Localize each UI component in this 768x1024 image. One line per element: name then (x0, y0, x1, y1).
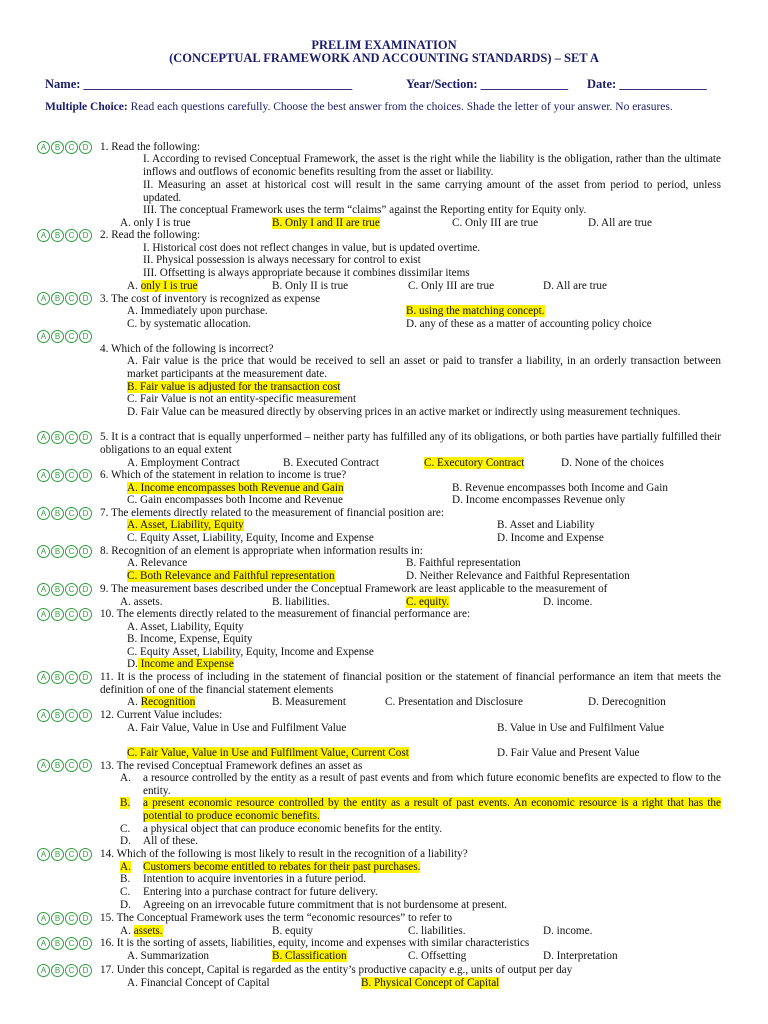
question-4-choice-a: A. Fair value is the price that would be received to sell an asset or paid to transfer a liability, in an orderly transaction between market participants at the measurement date. (127, 355, 721, 380)
question-13-choice-d-letter: D. (120, 835, 131, 847)
bubble-c[interactable]: C (65, 507, 78, 520)
question-13-choice-c-letter: C. (120, 823, 131, 835)
question-5-choice-d: D. None of the choices (561, 457, 664, 469)
question-6-choice-b: B. Revenue encompasses both Income and Gain (452, 482, 668, 494)
bubble-c[interactable]: C (65, 469, 78, 482)
question-7-choice-c: C. Equity Asset, Liability, Equity, Income and Expense (127, 532, 374, 544)
bubble-d[interactable]: D (79, 608, 92, 621)
bubble-a[interactable]: A (37, 141, 50, 154)
answer-bubbles-q7[interactable] (37, 507, 92, 521)
question-16-stem: 16. It is the sorting of assets, liabilities, equity, income and expenses with similar characteristics (100, 937, 530, 949)
bubble-d[interactable]: D (79, 229, 92, 242)
question-1-choice-a: A. only I is true (120, 217, 191, 229)
question-2-stem: 2. Read the following: (100, 229, 201, 241)
question-9-choice-b: B. liabilities. (272, 596, 330, 608)
answer-bubbles-q1[interactable] (37, 141, 92, 155)
bubble-d[interactable]: D (79, 330, 92, 343)
question-8-choice-a: A. Relevance (127, 557, 188, 569)
question-1-stem: 1. Read the following: (100, 141, 201, 153)
question-17-choice-a: A. Financial Concept of Capital (127, 977, 270, 989)
bubble-a[interactable]: A (37, 848, 50, 861)
bubble-c[interactable]: C (65, 709, 78, 722)
choice-text: Income and Expense (137, 658, 234, 670)
bubble-d[interactable]: D (79, 431, 92, 444)
answer-bubbles-q8[interactable] (37, 545, 92, 559)
bubble-c[interactable]: C (65, 848, 78, 861)
question-15-choice-c: C. liabilities. (408, 925, 466, 937)
question-15-choice-d: D. income. (543, 925, 593, 937)
question-10-stem: 10. The elements directly related to the measurement of financial performance are: (100, 608, 471, 620)
question-4-choice-d: D. Fair Value can be measured directly by observing prices in an active market or indirectly using measurement techniques. (127, 406, 681, 418)
question-16-choice-c: C. Offsetting (408, 950, 467, 962)
answer-bubbles-q15[interactable] (37, 912, 92, 926)
bubble-a[interactable]: A (37, 507, 50, 520)
question-14-choice-d: Agreeing on an irrevocable future commitment that is not burdensome at present. (143, 899, 508, 911)
question-6-choice-a: A. Income encompasses both Revenue and Gain (127, 482, 344, 494)
question-3-choice-a: A. Immediately upon purchase. (127, 305, 268, 317)
name-field[interactable]: Name: ___________________________________________ (45, 77, 353, 91)
choice-text: a present economic resource controlled by the entity as a result of past events. An economic resource is a right that has the potential to produce economic benefits. (143, 797, 721, 822)
answer-bubbles-q10[interactable] (37, 608, 92, 622)
bubble-c[interactable]: C (65, 583, 78, 596)
question-9-stem: 9. The measurement bases described under the Conceptual Framework are least applicable to the measurement of (100, 583, 608, 595)
question-1-statement-3: III. The conceptual Framework uses the term “claims” against the Reporting entity for Equity only. (143, 204, 587, 216)
bubble-d[interactable]: D (79, 469, 92, 482)
answer-bubbles-q11[interactable] (37, 671, 92, 685)
question-5-stem: 5. It is a contract that is equally unperformed – neither party has fulfilled any of its obligations, or both parties have partially fulfilled their obligations to an equal extent (100, 431, 721, 456)
question-11-stem: 11. It is the process of including in the statement of financial position or the statement of financial performance an item that meets the definition of one of the financial statement elements (100, 671, 721, 696)
question-12-choice-d: D. Fair Value and Present Value (497, 747, 640, 759)
question-15-stem: 15. The Conceptual Framework uses the term “economic resources” to refer to (100, 912, 453, 924)
bubble-c[interactable]: C (65, 229, 78, 242)
bubble-a[interactable]: A (37, 671, 50, 684)
question-1-statement-2: II. Measuring an asset at historical cost will result in the same carrying amount of the asset from period to period, unless updated. (143, 179, 721, 204)
question-1-choice-d: D. All are true (588, 217, 652, 229)
instructions (45, 101, 725, 115)
bubble-c[interactable]: C (65, 671, 78, 684)
question-12-choice-b: B. Value in Use and Fulfilment Value (497, 722, 665, 734)
question-10-choice-b: B. Income, Expense, Equity (127, 633, 253, 645)
question-9-choice-a: A. assets. (120, 596, 163, 608)
choice-letter: A. (127, 280, 141, 292)
question-16-choice-d: D. Interpretation (543, 950, 618, 962)
bubble-c[interactable]: C (65, 431, 78, 444)
question-12-choice-c: C. Fair Value, Value in Use and Fulfilment Value, Current Cost (127, 747, 409, 759)
question-11-choice-d: D. Derecognition (588, 696, 666, 708)
bubble-a[interactable]: A (37, 912, 50, 925)
bubble-a[interactable]: A (37, 431, 50, 444)
question-2-choice-d: D. All are true (543, 280, 607, 292)
question-13-choice-d: All of these. (143, 835, 198, 847)
question-14-choice-a: Customers become entitled to rebates for their past purchases. (143, 861, 421, 873)
bubble-d[interactable]: D (79, 709, 92, 722)
choice-letter: A. (120, 925, 134, 937)
bubble-a[interactable]: A (37, 937, 50, 950)
question-3-choice-d: D. any of these as a matter of accounting policy choice (406, 318, 652, 330)
question-8-choice-b: B. Faithful representation (406, 557, 521, 569)
bubble-d[interactable]: D (79, 759, 92, 772)
question-6-stem: 6. Which of the statement in relation to income is true? (100, 469, 347, 481)
question-10-choice-a: A. Asset, Liability, Equity (127, 621, 244, 633)
bubble-c[interactable]: C (65, 330, 78, 343)
bubble-a[interactable]: A (37, 292, 50, 305)
question-5-choice-c: C. Executory Contract (424, 457, 525, 469)
bubble-b[interactable]: B (51, 431, 64, 444)
bubble-c[interactable]: C (65, 545, 78, 558)
question-14-choice-d-letter: D. (120, 899, 131, 911)
bubble-b[interactable]: B (51, 229, 64, 242)
bubble-c[interactable]: C (65, 912, 78, 925)
bubble-b[interactable]: B (51, 507, 64, 520)
answer-bubbles-q9[interactable] (37, 583, 92, 597)
question-2-choice-a (127, 280, 198, 292)
bubble-d[interactable]: D (79, 141, 92, 154)
question-13-stem: 13. The revised Conceptual Framework defines an asset as (100, 760, 363, 772)
bubble-b[interactable]: B (51, 848, 64, 861)
question-14-choice-c-letter: C. (120, 886, 131, 898)
question-10-choice-c: C. Equity Asset, Liability, Equity, Income and Expense (127, 646, 374, 658)
bubble-d[interactable]: D (79, 507, 92, 520)
bubble-b[interactable]: B (51, 330, 64, 343)
question-13-choice-c: a physical object that can produce economic benefits for the entity. (143, 823, 443, 835)
question-2-choice-c: C. Only III are true (408, 280, 495, 292)
question-14-stem: 14. Which of the following is most likely to result in the recognition of a liability? (100, 848, 468, 860)
bubble-c[interactable]: C (65, 608, 78, 621)
question-15-choice-b: B. equity (272, 925, 314, 937)
bubble-a[interactable]: A (37, 608, 50, 621)
question-4-stem: 4. Which of the following is incorrect? (100, 343, 274, 355)
question-11-choice-c: C. Presentation and Disclosure (385, 696, 523, 708)
question-7-stem: 7. The elements directly related to the measurement of financial position are: (100, 507, 444, 519)
bubble-c[interactable]: C (65, 937, 78, 950)
choice-letter: D. (127, 658, 138, 670)
bubble-a[interactable]: A (37, 759, 50, 772)
bubble-b[interactable]: B (51, 912, 64, 925)
bubble-a[interactable]: A (37, 709, 50, 722)
question-13-choice-b-letter: B. (120, 797, 131, 809)
question-7-choice-b: B. Asset and Liability (497, 519, 595, 531)
bubble-c[interactable]: C (65, 292, 78, 305)
question-11-choice-a (127, 696, 195, 708)
choice-text: Recognition (140, 696, 196, 708)
bubble-d[interactable]: D (79, 292, 92, 305)
choice-text: only I is true (140, 280, 198, 292)
instructions-text: Read each questions carefully. Choose the best answer from the choices. Shade the letter of your answer. No erasures. (127, 101, 673, 113)
bubble-d[interactable]: D (79, 912, 92, 925)
answer-bubbles-q14[interactable] (37, 848, 92, 862)
question-1-choice-b: B. Only I and II are true (272, 217, 380, 229)
bubble-d[interactable]: D (79, 937, 92, 950)
date-field[interactable]: Date: ______________ (587, 77, 707, 91)
question-5-choice-b: B. Executed Contract (283, 457, 379, 469)
bubble-a[interactable]: A (37, 469, 50, 482)
question-6-choice-c: C. Gain encompasses both Income and Revenue (127, 494, 343, 506)
bubble-b[interactable]: B (51, 583, 64, 596)
answer-bubbles-q6[interactable] (37, 469, 92, 483)
choice-text: assets. (133, 925, 163, 937)
bubble-b[interactable]: B (51, 292, 64, 305)
bubble-a[interactable]: A (37, 229, 50, 242)
question-13-choice-b (143, 797, 721, 822)
answer-bubbles-q17[interactable] (37, 964, 92, 978)
question-16-choice-b: B. Classification (272, 950, 347, 962)
bubble-c[interactable]: C (65, 759, 78, 772)
answer-bubbles-q5[interactable] (37, 431, 92, 445)
answer-bubbles-q2[interactable] (37, 229, 92, 243)
bubble-d[interactable]: D (79, 964, 92, 977)
bubble-a[interactable]: A (37, 583, 50, 596)
bubble-d[interactable]: D (79, 671, 92, 684)
bubble-a[interactable]: A (37, 330, 50, 343)
question-17-choice-b: B. Physical Concept of Capital (361, 977, 500, 989)
question-12-stem: 12. Current Value includes: (100, 709, 223, 721)
question-13-choice-a-letter: A. (120, 772, 131, 784)
bubble-d[interactable]: D (79, 583, 92, 596)
answer-bubbles-q13[interactable] (37, 759, 92, 773)
question-16-choice-a: A. Summarization (127, 950, 210, 962)
bubble-b[interactable]: B (51, 608, 64, 621)
question-10-choice-d (127, 658, 234, 670)
question-2-choice-b: B. Only II is true (272, 280, 349, 292)
question-8-stem: 8. Recognition of an element is appropriate when information results in: (100, 545, 423, 557)
bubble-b[interactable]: B (51, 671, 64, 684)
answer-bubbles-q12[interactable] (37, 709, 92, 723)
question-17-stem: 17. Under this concept, Capital is regarded as the entity’s productive capacity e.g., units of output per day (100, 964, 573, 976)
question-3-choice-b: B. using the matching concept. (406, 305, 545, 317)
year-section-field[interactable]: Year/Section: ______________ (406, 77, 569, 91)
question-3-choice-c: C. by systematic allocation. (127, 318, 251, 330)
question-15-choice-a (120, 925, 163, 937)
exam-subtitle: (CONCEPTUAL FRAMEWORK AND ACCOUNTING STANDARDS) – SET A (169, 51, 599, 65)
question-3-stem: 3. The cost of inventory is recognized as expense (100, 293, 321, 305)
question-9-choice-c: C. equity. (406, 596, 450, 608)
question-4-choice-c: C. Fair Value is not an entity-specific measurement (127, 393, 357, 405)
bubble-b[interactable]: B (51, 964, 64, 977)
bubble-b[interactable]: B (51, 937, 64, 950)
bubble-d[interactable]: D (79, 848, 92, 861)
question-12-choice-a: A. Fair Value, Value in Use and Fulfilment Value (127, 722, 347, 734)
question-8-choice-d: D. Neither Relevance and Faithful Representation (406, 570, 630, 582)
question-4-choice-b: B. Fair value is adjusted for the transaction cost (127, 381, 341, 393)
question-2-statement-3: III. Offsetting is always appropriate because it combines dissimilar items (143, 267, 470, 279)
question-13-choice-a: a resource controlled by the entity as a result of past events and from which future economic benefits are expected to flow to the entity. (143, 772, 721, 797)
question-2-statement-1: I. Historical cost does not reflect changes in value, but is updated overtime. (143, 242, 481, 254)
answer-bubbles-q4[interactable] (37, 330, 92, 344)
question-11-choice-b: B. Measurement (272, 696, 346, 708)
question-8-choice-c: C. Both Relevance and Faithful representation (127, 570, 335, 582)
choice-letter: A. (127, 696, 141, 708)
question-14-choice-b-letter: B. (120, 873, 131, 885)
instructions-label: Multiple Choice: (45, 101, 128, 113)
bubble-a[interactable]: A (37, 964, 50, 977)
question-1-choice-c: C. Only III are true (452, 217, 539, 229)
answer-bubbles-q3[interactable] (37, 292, 92, 306)
question-14-choice-c: Entering into a purchase contract for future delivery. (143, 886, 378, 898)
bubble-b[interactable]: B (51, 709, 64, 722)
bubble-b[interactable]: B (51, 469, 64, 482)
bubble-d[interactable]: D (79, 545, 92, 558)
question-7-choice-a: A. Asset, Liability, Equity (127, 519, 244, 531)
question-14-choice-a-letter: A. (120, 861, 131, 873)
question-2-statement-2: II. Physical possession is always necessary for control to exist (143, 254, 421, 266)
question-9-choice-d: D. income. (543, 596, 593, 608)
bubble-a[interactable]: A (37, 545, 50, 558)
bubble-b[interactable]: B (51, 759, 64, 772)
question-7-choice-d: D. Income and Expense (497, 532, 604, 544)
bubble-b[interactable]: B (51, 141, 64, 154)
bubble-c[interactable]: C (65, 141, 78, 154)
exam-title: PRELIM EXAMINATION (311, 38, 457, 52)
question-5-choice-a: A. Employment Contract (127, 457, 240, 469)
answer-bubbles-q16[interactable] (37, 937, 92, 951)
bubble-c[interactable]: C (65, 964, 78, 977)
question-1-statement-1: I. According to revised Conceptual Framework, the asset is the right while the liability is the obligation, rather than the ultimate inflows and outflows of economic benefits resulting from the asset or liability. (143, 153, 721, 178)
question-14-choice-b: Intention to acquire inventories in a future period. (143, 873, 367, 885)
question-6-choice-d: D. Income encompasses Revenue only (452, 494, 626, 506)
bubble-b[interactable]: B (51, 545, 64, 558)
